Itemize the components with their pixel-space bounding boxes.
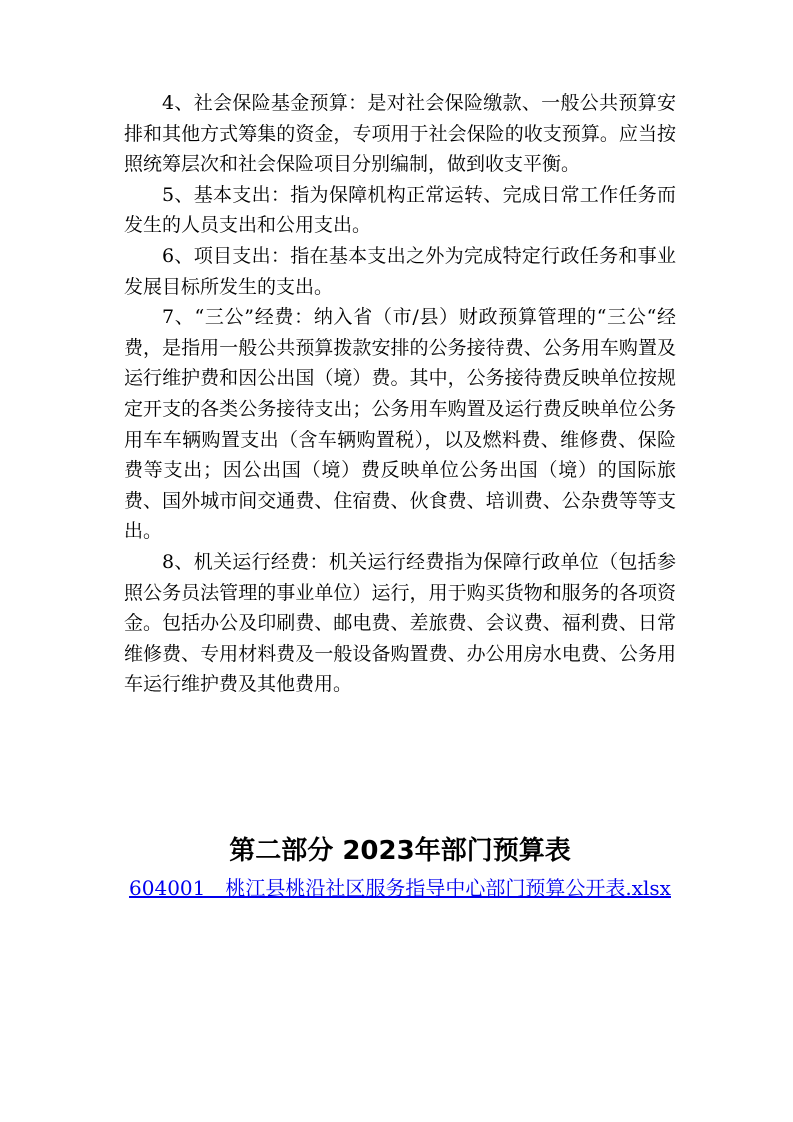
body-text <box>124 88 676 700</box>
section-title: 第二部分 2023年部门预算表 <box>229 836 571 866</box>
paragraph-three-public-expenses: 7、“三公”经费：纳入省（市/县）财政预算管理的“三公“经费，是指用一般公共预算拨款安排的公务接待费、公务用车购置及运行维护费和因公出国（境）费。其中，公务接待费反映单位按规定开支的各类公务接待支出；公务用车购置及运行费反映单位公务用车车辆购置支出（含车辆购置税），以及燃料费、维修费、保险费等支出；因公出国（境）费反映单位公务出国（境）的国际旅费、国外城市间交通费、住宿费、伙食费、培训费、公杂费等等支出。 <box>124 306 676 543</box>
paragraph-agency-operating-expenses: 8、机关运行经费：机关运行经费指为保障行政单位（包括参照公务员法管理的事业单位）运行，用于购买货物和服务的各项资金。包括办公及印刷费、邮电费、差旅费、会议费、福利费、日常维修费、专用材料费及一般设备购置费、办公用房水电费、公务用车运行维护费及其他费用。 <box>124 550 676 696</box>
paragraph-social-insurance-fund-budget: 4、社会保险基金预算：是对社会保险缴款、一般公共预算安排和其他方式筹集的资金，专项用于社会保险的收支预算。应当按照统筹层次和社会保险项目分别编制，做到收支平衡。 <box>124 92 676 176</box>
paragraph-basic-expenditure: 5、基本支出：指为保障机构正常运转、完成日常工作任务而发生的人员支出和公用支出。 <box>124 183 676 237</box>
budget-attachment-link[interactable]: 604001 桃江县桃沿社区服务指导中心部门预算公开表.xlsx <box>129 876 671 900</box>
paragraph-project-expenditure: 6、项目支出：指在基本支出之外为完成特定行政任务和事业发展目标所发生的支出。 <box>124 244 676 298</box>
